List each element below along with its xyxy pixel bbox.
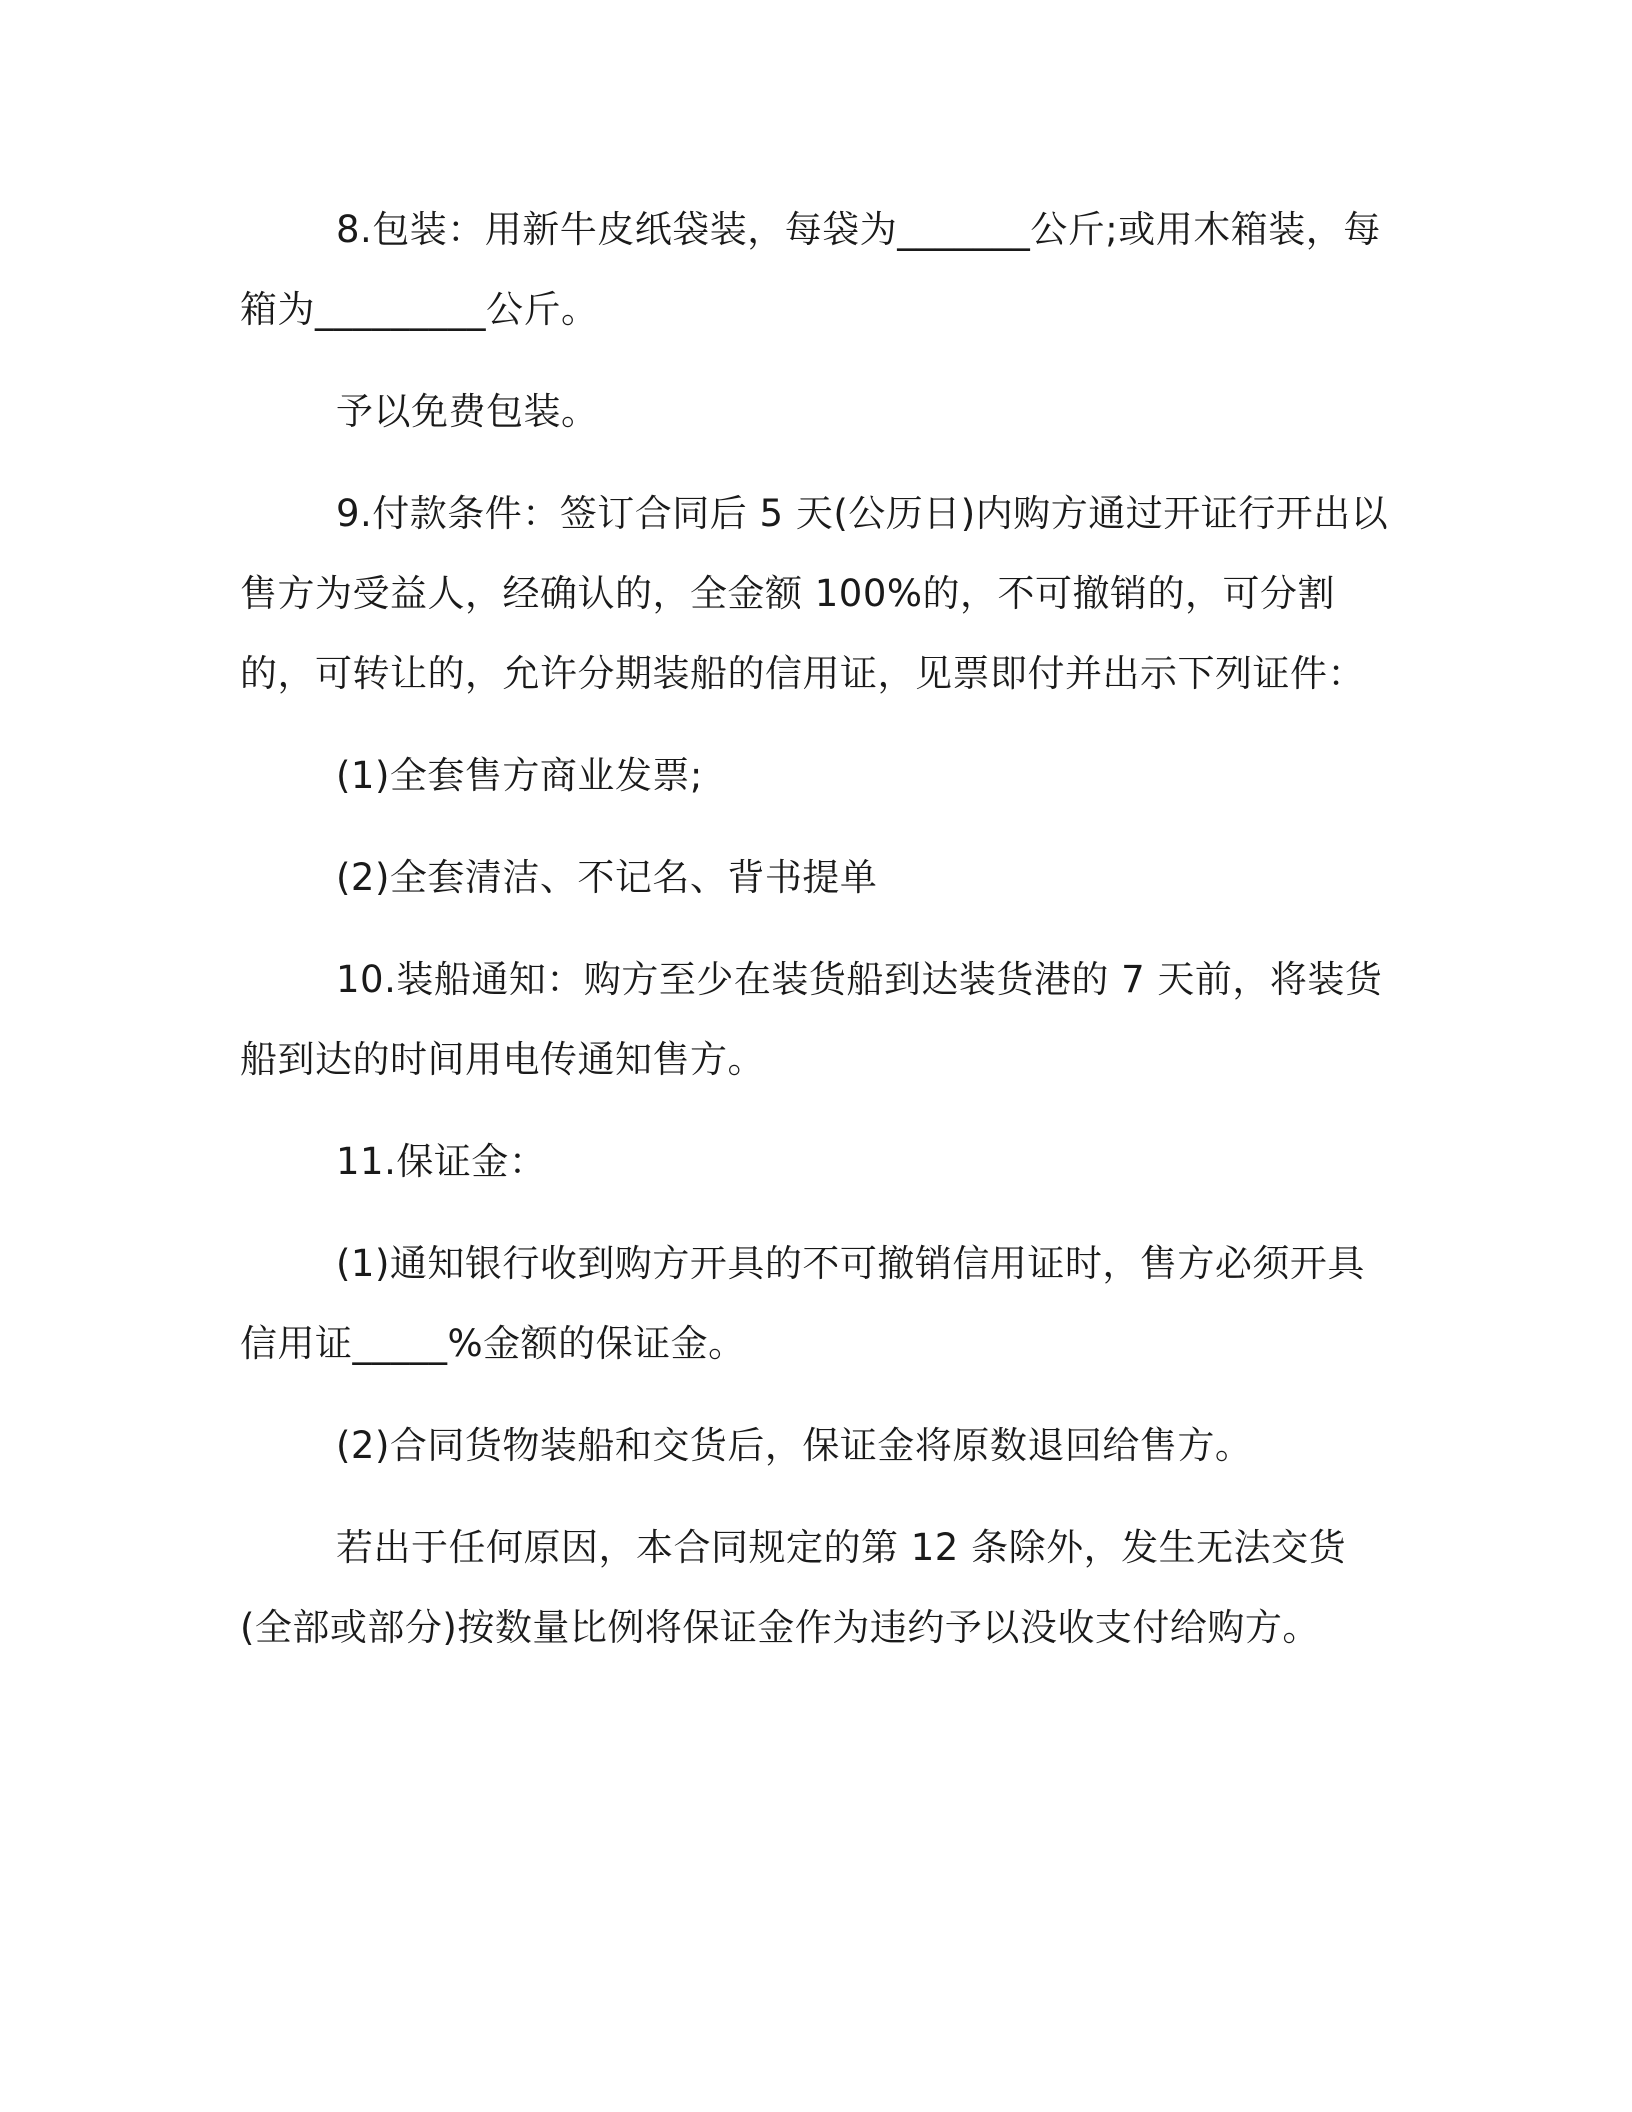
deposit-forfeiture-clause: 若出于任何原因，本合同规定的第 12 条除外，发生无法交货(全部或部分)按数量比例将保证金作为违约予以没收支付给购方。 bbox=[240, 1526, 1347, 1649]
clause-8-packing: 8.包装：用新牛皮纸袋装，每袋为_______公斤;或用木箱装，每箱为_________公斤。 bbox=[240, 208, 1381, 331]
deposit-item-2: (2)合同货物装船和交货后，保证金将原数退回给售方。 bbox=[336, 1424, 1253, 1467]
clause-11-deposit-heading: 11.保证金： bbox=[336, 1140, 547, 1183]
deposit-item-1: (1)通知银行收到购方开具的不可撤销信用证时，售方必须开具信用证_____%金额的保证金。 bbox=[240, 1242, 1365, 1365]
payment-document-2: (2)全套清洁、不记名、背书提单 bbox=[336, 856, 878, 899]
document-body bbox=[240, 190, 1395, 1690]
clause-10-shipping-notice: 10.装船通知：购方至少在装货船到达装货港的 7 天前，将装货船到达的时间用电传通知售方。 bbox=[240, 958, 1383, 1081]
payment-document-1: (1)全套售方商业发票; bbox=[336, 754, 703, 797]
free-packing-note: 予以免费包装。 bbox=[336, 390, 599, 433]
clause-9-payment-terms: 9.付款条件：签订合同后 5 天(公历日)内购方通过开证行开出以售方为受益人，经确认的，全金额 100%的，不可撤销的，可分割的，可转让的，允许分期装船的信用证，见票即付并出示下列证件： bbox=[240, 492, 1389, 695]
